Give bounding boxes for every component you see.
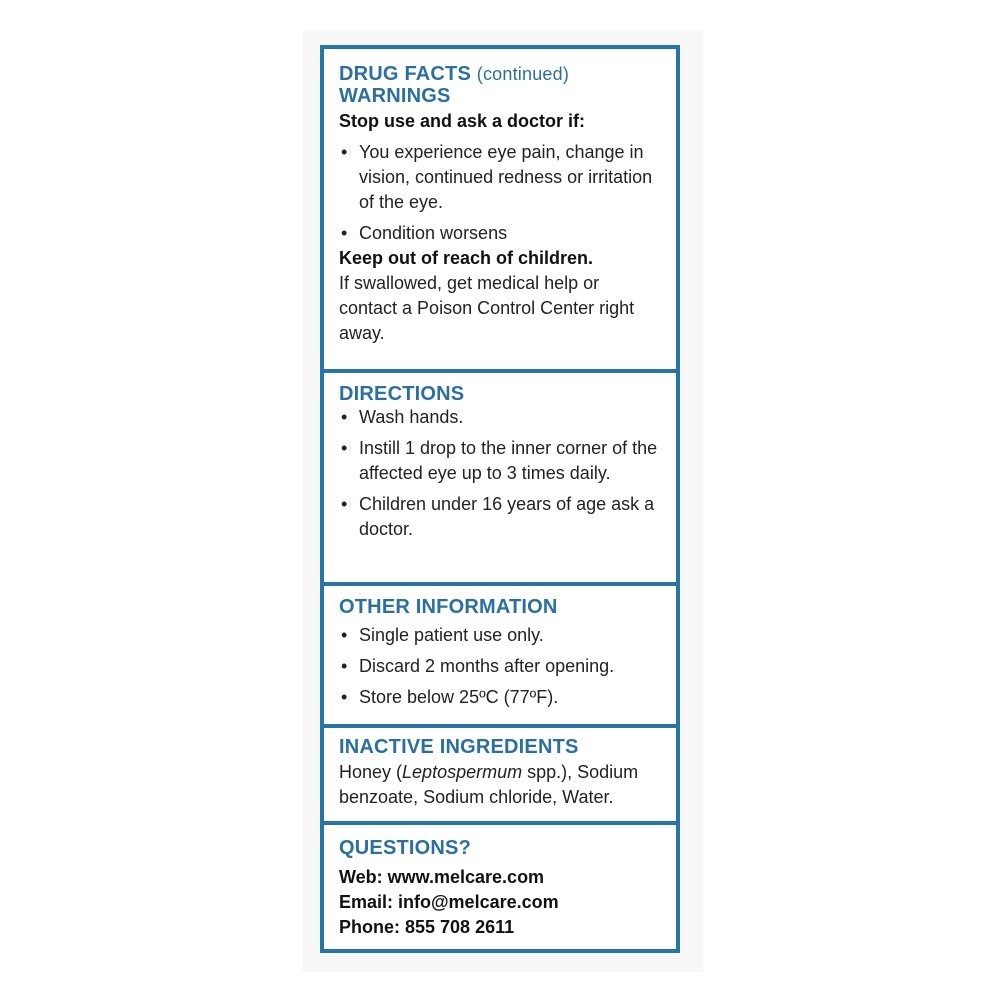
list-item: • Condition worsens <box>339 221 662 246</box>
list-item: • Children under 16 years of age ask a doctor. <box>339 492 662 542</box>
list-item: • Wash hands. <box>339 405 662 430</box>
directions-heading: DIRECTIONS <box>339 383 465 405</box>
warnings-list <box>339 140 662 246</box>
drug-facts-continued: (continued) <box>476 64 570 84</box>
drug-facts-panel <box>320 45 680 953</box>
inactive-ingredients-section <box>324 724 676 824</box>
web-contact: Web: www.melcare.com <box>339 867 545 887</box>
inactive-ingredients-text <box>339 760 662 810</box>
directions-list <box>339 405 662 542</box>
list-item: • Single patient use only. <box>339 623 662 648</box>
inactive-ingredients-heading: INACTIVE INGREDIENTS <box>339 736 579 758</box>
warnings-section <box>324 63 676 377</box>
questions-section <box>324 821 676 949</box>
other-information-list <box>339 623 662 710</box>
drug-facts-title-text: DRUG FACTS <box>339 63 471 85</box>
list-item: • Store below 25ºC (77ºF). <box>339 685 662 710</box>
other-information-heading: OTHER INFORMATION <box>339 596 558 618</box>
warnings-heading: WARNINGS <box>339 85 451 107</box>
ingredients-prefix: Honey ( <box>339 762 403 782</box>
directions-section <box>324 369 676 581</box>
list-item: • Instill 1 drop to the inner corner of the affected eye up to 3 times daily. <box>339 436 662 486</box>
email-contact: Email: info@melcare.com <box>339 892 559 912</box>
ingredients-genus: Leptospermum <box>402 762 523 782</box>
questions-heading: QUESTIONS? <box>339 837 472 859</box>
list-item: • Discard 2 months after opening. <box>339 654 662 679</box>
list-item: • You experience eye pain, change in vision, continued redness or irritation of the eye. <box>339 140 662 215</box>
other-information-section <box>324 582 676 727</box>
stop-use-heading: Stop use and ask a doctor if: <box>339 111 586 131</box>
phone-contact: Phone: 855 708 2611 <box>339 917 515 937</box>
swallowed-warning: If swallowed, get medical help or contact a Poison Control Center right away. <box>339 273 635 343</box>
drug-facts-title <box>339 63 662 85</box>
ingredients-suffix: spp.), Sodium benzoate, Sodium chloride, Water. <box>339 762 639 807</box>
keep-out-warning: Keep out of reach of children. <box>339 248 594 268</box>
